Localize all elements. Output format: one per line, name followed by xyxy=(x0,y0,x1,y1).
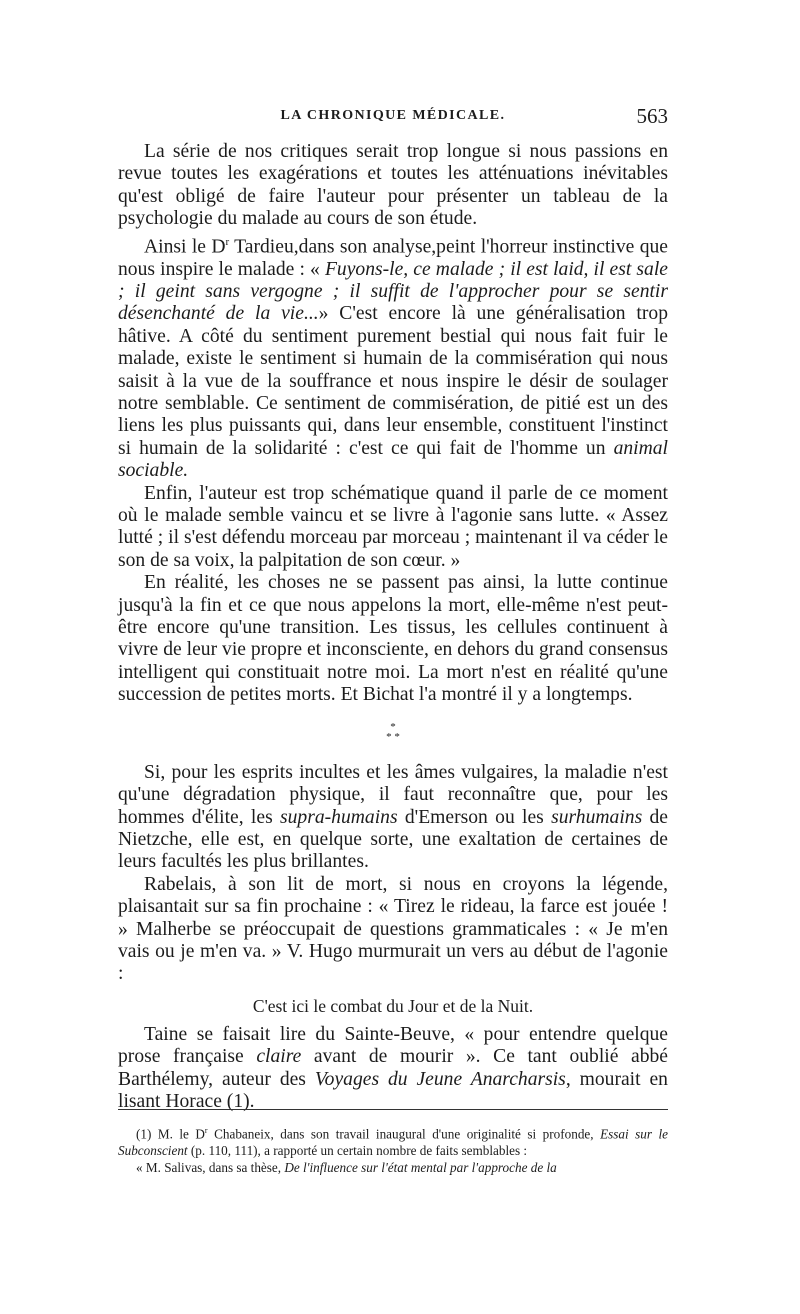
paragraph-5 xyxy=(118,762,668,874)
influence-title: De l'influence sur l'état mental par l'approche de la xyxy=(284,1160,557,1176)
page-body xyxy=(118,141,668,1113)
surhumains-term: surhumains xyxy=(551,806,643,828)
paragraph-5-e: de Nietzche, elle est, en quelque sorte, une exaltation de certaines de leurs facultés les plus brillantes. xyxy=(118,806,668,873)
paragraph-7 xyxy=(118,1024,668,1114)
paragraph-4: En réalité, les choses ne se passent pas ainsi, la lutte continue jusqu'à la fin et ce que nous appelons la mort, elle-même n'est peut-être encore qu'une transition. Les tissus, les cellules continuent à vivre de leur vie propre et inconsciente, en dehors du grand consensus intelligent qui constituait notre moi. La mort n'est en réalité qu'une succession de petites morts. Et Bichat l'a montré il y a longtemps. xyxy=(118,572,668,706)
paragraph-2-text: Tardieu,dans son analyse,peint l'horreur instinctive que nous inspire le malade : « xyxy=(118,236,669,280)
essai-title: Essai sur le Subconscient xyxy=(118,1126,669,1159)
paragraph-5-c: d'Emerson ou les xyxy=(397,806,552,828)
paragraph-2 xyxy=(118,231,668,483)
animal-sociable-phrase: animal sociable. xyxy=(118,437,668,482)
footnote-1 xyxy=(118,1122,668,1159)
footnotes xyxy=(118,1122,668,1176)
paragraph-3: Enfin, l'auteur est trop schématique quand il parle de ce moment où le malade semble vaincu et se livre à l'agonie sans lutte. « Assez lutté ; il s'est défendu morceau par morceau ; maintenant il va céder le son de sa voix, la palpitation de son cœur. » xyxy=(118,482,668,571)
footnote-2 xyxy=(118,1159,668,1176)
paragraph-2-after: » C'est encore là une généralisation trop hâtive. A côté du sentiment purement bestial qui nous fait fuir le malade, existe le sentiment si humain de la commisération qui nous saisit à la vue de la souffrance et nous inspire le désir de soulager notre semblable. Ce sentiment de commisération, de pitié est un des liens les plus puissants qui, dans leur ensemble, constituent l'instinct si humain de la solidarité : c'est ce qui fait de l'homme un xyxy=(118,303,668,459)
paragraph-7-e: , mourait en lisant Horace (1). xyxy=(118,1068,668,1112)
footnote-doctor-sup: r xyxy=(204,1126,208,1135)
footnote-1-b: Chabaneix, dans son travail inaugural d'une originalité si profonde, xyxy=(207,1126,601,1142)
voyages-title: Voyages du Jeune Anarcharsis xyxy=(314,1068,566,1090)
running-title: LA CHRONIQUE MÉDICALE. xyxy=(280,108,506,123)
separator-star-top: * xyxy=(390,720,396,733)
separator-stars-bottom: * * xyxy=(386,730,400,743)
paragraph-2-start: Ainsi le D xyxy=(144,236,226,258)
page-header xyxy=(118,104,668,134)
paragraph-1: La série de nos critiques serait trop longue si nous passions en revue toutes les exagérations et toutes les atténuations inévitables qu'est obligé de faire l'auteur pour présenter un tableau de la psychologie du malade au cours de son étude. xyxy=(118,141,668,230)
supra-humains-term: supra-humains xyxy=(280,806,398,828)
footnote-rule xyxy=(118,1109,668,1110)
footnote-1-c: (p. 110, 111), a rapporté un certain nombre de faits semblables : xyxy=(187,1143,528,1159)
hugo-verse: C'est ici le combat du Jour et de la Nuit. xyxy=(252,995,534,1016)
paragraph-5-a: Si, pour les esprits incultes et les âmes vulgaires, la maladie n'est qu'une dégradation physique, il faut reconnaître que, pour les hommes d'élite, les xyxy=(118,761,668,828)
paragraph-6: Rabelais, à son lit de mort, si nous en croyons la légende, plaisantait sur sa fin prochaine : « Tirez le rideau, la farce est jouée ! » Malherbe se préoccupait de questions grammaticales : « Je m'en vais ou je m'en va. » V. Hugo murmurait un vers au début de l'agonie : xyxy=(118,873,668,985)
section-separator xyxy=(118,722,668,742)
doctor-abbrev-sup: r xyxy=(225,235,230,248)
tardieu-quote: Fuyons-le, ce malade ; il est laid, il est sale ; il geint sans vergogne ; il suffit de l'approcher pour se sentir désenchanté de la vie... xyxy=(118,258,668,325)
claire-word: claire xyxy=(256,1046,302,1068)
footnote-1-a: (1) M. le D xyxy=(136,1126,205,1142)
paragraph-7-a: Taine se faisait lire du Sainte-Beuve, « pour entendre quelque prose française xyxy=(118,1023,668,1068)
page-number: 563 xyxy=(636,104,668,128)
footnote-2-a: « M. Salivas, dans sa thèse, xyxy=(136,1160,285,1176)
paragraph-7-c: avant de mourir ». Ce tant oublié abbé Barthélemy, auteur des xyxy=(118,1046,668,1090)
